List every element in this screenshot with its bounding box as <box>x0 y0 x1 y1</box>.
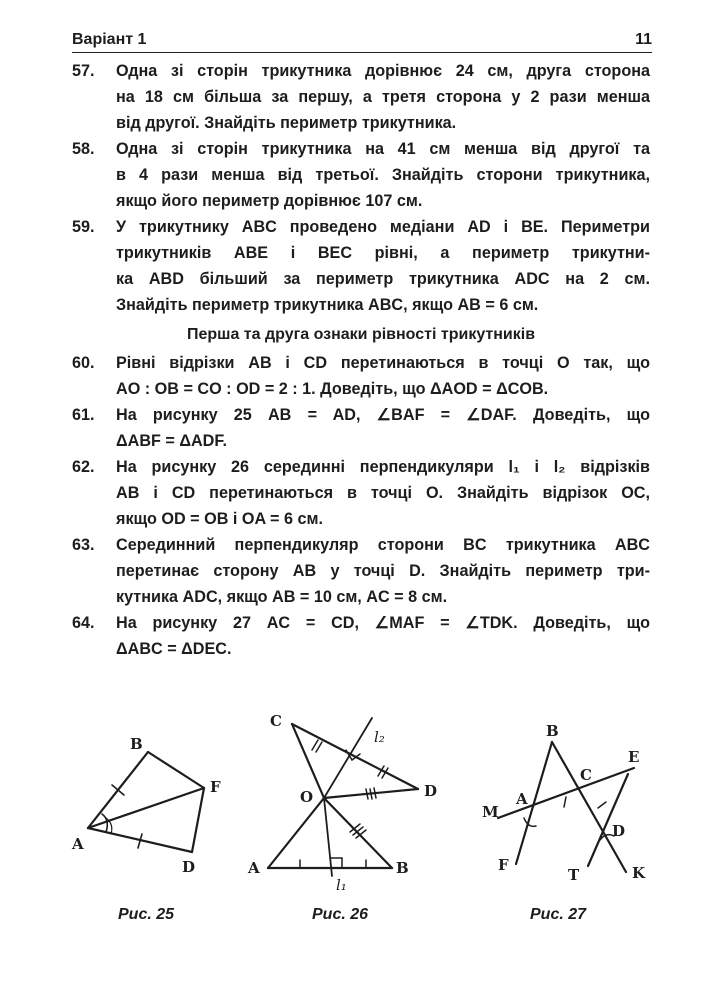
problem-text: перетинає сторону AB у точці D. Знайдіть периметр три- <box>116 562 650 580</box>
tick-od-3 <box>374 788 376 798</box>
problem-line <box>72 188 650 214</box>
problem-line <box>72 454 650 480</box>
problem-line <box>72 350 650 376</box>
tick-co-1 <box>312 740 318 750</box>
problem-line <box>72 136 650 162</box>
problem-line <box>72 558 650 584</box>
tick-ab <box>112 785 124 795</box>
problem-line <box>72 84 650 110</box>
problem-number: 62. <box>72 458 95 476</box>
fig26-label-l1: l₁ <box>336 876 347 894</box>
line-et <box>588 774 628 866</box>
problem-text: трикутників ABE і BEC рівні, а периметр трикутни- <box>116 244 650 262</box>
fig26-label-a: A <box>248 859 260 877</box>
caption-fig25: Рис. 25 <box>118 906 175 923</box>
fig26-label-l2: l₂ <box>374 728 385 746</box>
problem-61 <box>72 402 650 454</box>
problem-text: У трикутнику ABC проведено медіани AD і BE. Периметри <box>116 218 650 236</box>
problem-line <box>72 110 650 136</box>
segment-co <box>292 724 324 798</box>
figures-area <box>0 700 720 940</box>
problem-line <box>72 292 650 318</box>
problem-text: Одна зі сторін трикутника на 41 см менша від другої та <box>116 140 650 158</box>
fig26-label-d: D <box>424 782 438 800</box>
problem-line <box>72 266 650 292</box>
tick-co-2 <box>316 742 322 752</box>
page-header <box>72 30 652 53</box>
problem-text: На рисунку 27 AC = CD, ∠MAF = ∠TDK. Доведіть, що <box>116 614 650 632</box>
problem-text: Серединний перпендикуляр сторони BC трикутника ABC <box>116 536 650 554</box>
caption-fig27: Рис. 27 <box>530 906 587 923</box>
problem-text: якщо його периметр дорівнює 107 см. <box>116 192 423 210</box>
problem-line <box>72 376 650 402</box>
tick-cd <box>598 802 606 808</box>
problem-line <box>72 162 650 188</box>
line-l1 <box>324 798 332 876</box>
problem-text: ка ABD більший за периметр трикутника ADC на 2 см. <box>116 270 650 288</box>
problem-57 <box>72 58 650 136</box>
problems-list <box>72 58 650 662</box>
problem-line <box>72 428 650 454</box>
problem-text: На рисунку 25 AB = AD, ∠BAF = ∠DAF. Доведіть, що <box>116 406 650 424</box>
problem-line <box>72 480 650 506</box>
line-bk <box>552 742 626 872</box>
problem-text: на 18 см більша за першу, а третя сторона у 2 рази менша <box>116 88 650 106</box>
fig27-label-d: D <box>612 822 626 840</box>
problem-line <box>72 214 650 240</box>
line-l2 <box>324 718 372 798</box>
problem-text: ΔABC = ΔDEC. <box>116 640 232 658</box>
fig27-label-a: A <box>516 790 528 808</box>
problem-text: Одна зі сторін трикутника дорівнює 24 см, друга сторона <box>116 62 650 80</box>
problem-59 <box>72 214 650 318</box>
tick-ac <box>564 797 566 807</box>
problem-number: 63. <box>72 536 95 554</box>
problem-line <box>72 58 650 84</box>
problem-text: Знайдіть периметр трикутника ABC, якщо AB = 6 см. <box>116 296 539 314</box>
problem-text: На рисунку 26 серединні перпендикуляри l₁ і l₂ відрізків <box>116 458 650 476</box>
section-title: Перша та друга ознаки рівності трикутників <box>186 326 536 343</box>
fig25-label-f: F <box>210 778 221 796</box>
problem-text: AO : OB = CO : OD = 2 : 1. Доведіть, що ΔAOD = ΔCOB. <box>116 380 549 398</box>
problem-line <box>72 532 650 558</box>
figure-26 <box>268 718 418 876</box>
segment-oa <box>268 798 324 868</box>
problem-line <box>72 506 650 532</box>
problem-line <box>72 610 650 636</box>
fig26-label-o: O <box>300 788 314 806</box>
problem-text: AB і CD перетинаються в точці O. Знайдіть відрізок OC, <box>116 484 650 502</box>
problem-text: Рівні відрізки AB і CD перетинаються в точці O так, що <box>116 354 650 372</box>
problem-60 <box>72 350 650 402</box>
problem-58 <box>72 136 650 214</box>
problem-number: 61. <box>72 406 95 424</box>
problem-text: ΔABF = ΔADF. <box>116 432 227 450</box>
problem-line <box>72 584 650 610</box>
fig25-label-b: B <box>130 735 143 753</box>
caption-fig26: Рис. 26 <box>312 906 369 923</box>
fig27-label-f: F <box>498 856 509 874</box>
fig27-label-m: M <box>482 803 499 821</box>
problem-63 <box>72 532 650 610</box>
segment-cd <box>292 724 418 789</box>
fig27-label-c: C <box>580 766 592 784</box>
segment-bf <box>148 752 204 788</box>
fig25-label-a: A <box>72 835 84 853</box>
fig27-label-e: E <box>628 748 640 766</box>
fig27-label-b: B <box>546 722 559 740</box>
problem-text: від другої. Знайдіть периметр трикутника. <box>116 114 457 132</box>
problem-number: 60. <box>72 354 95 372</box>
tick-od-1 <box>366 789 368 799</box>
problem-number: 57. <box>72 62 95 80</box>
problem-64 <box>72 610 650 662</box>
problem-number: 58. <box>72 140 95 158</box>
problem-text: в 4 рази менша від третьої. Знайдіть сторони трикутника, <box>116 166 650 184</box>
problems-group-2 <box>72 350 650 662</box>
problem-62 <box>72 454 650 532</box>
problems-group-1 <box>72 58 650 318</box>
problem-number: 64. <box>72 614 95 632</box>
page-number: 11 <box>635 31 652 48</box>
fig25-label-d: D <box>182 858 196 876</box>
fig26-label-b: B <box>396 859 409 877</box>
segment-af <box>88 788 204 828</box>
problem-line <box>72 402 650 428</box>
tick-od-2 <box>370 789 372 799</box>
figure-25 <box>88 752 204 852</box>
fig27-label-k: K <box>632 864 646 882</box>
variant-label: Варіант 1 <box>72 31 147 48</box>
problem-text: якщо OD = OB і OA = 6 см. <box>116 510 323 528</box>
problem-text: кутника ADC, якщо AB = 10 см, AC = 8 см. <box>116 588 448 606</box>
fig27-label-t: T <box>568 866 580 884</box>
problem-line <box>72 636 650 662</box>
problem-number: 59. <box>72 218 95 236</box>
problem-line <box>72 240 650 266</box>
segment-fd <box>192 788 204 852</box>
fig26-label-c: C <box>270 712 282 730</box>
